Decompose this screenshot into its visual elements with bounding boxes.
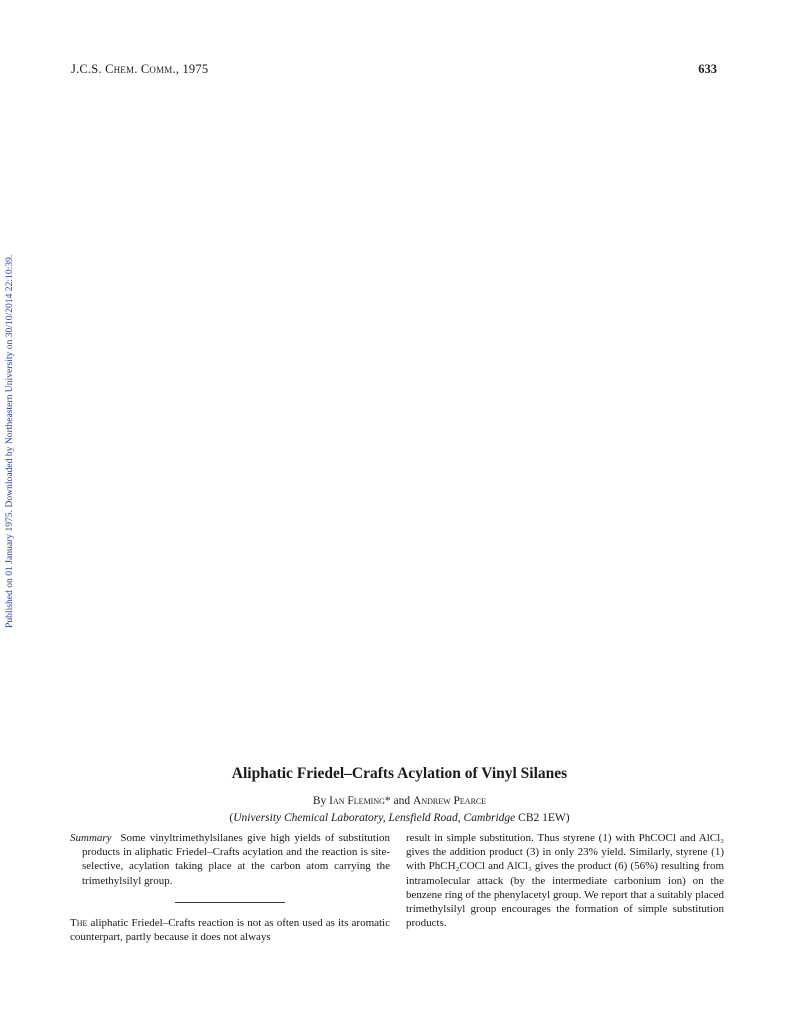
author-name: Andrew Pearce	[413, 795, 487, 807]
download-notice	[4, 212, 16, 628]
summary-label: Summary	[70, 832, 112, 844]
right-column	[406, 831, 724, 930]
section-divider	[175, 902, 285, 903]
intro-paragraph	[70, 916, 390, 944]
journal-name: Chem. Comm.	[105, 62, 176, 76]
download-notice-text[interactable]: Published on 01 January 1975. Downloaded by Northeastern University on 30/10/2014 22:10:39.	[4, 254, 15, 628]
byline-by: By	[312, 795, 327, 807]
affiliation	[0, 812, 799, 824]
author-name: Ian Fleming*	[329, 795, 391, 807]
body-paragraph: result in simple substitution. Thus styrene (1) with PhCOCl and AlCl₃ gives the addition product (3) in only 23% yield. Similarly, styrene (1) with PhCH₂COCl and AlCl₃ gives the product (6) (56%) resulting from intramolecular attack (by the intermediate carbonium ion) on the benzene ring of the phenylacetyl group. We report that a suitably placed trimethylsilyl group encourages the formation of simple substitution products.	[406, 832, 724, 930]
author-line	[0, 795, 799, 807]
running-head	[71, 62, 208, 77]
summary-paragraph	[70, 831, 390, 888]
article-title: Aliphatic Friedel–Crafts Acylation of Vinyl Silanes	[231, 765, 568, 782]
affiliation-open: (	[229, 812, 234, 824]
summary-text: Some vinyltrimethylsilanes give high yields of substitution products in aliphatic Friedel–Crafts acylation and the reaction is site-selective, acylation taking place at the carbon atom carrying the trimethylsilyl group.	[82, 832, 390, 887]
affiliation-institution: University Chemical Laboratory, Lensfield Road, Cambridge	[233, 812, 516, 824]
journal-year: , 1975	[175, 62, 209, 76]
byline-and: and	[393, 795, 411, 807]
affiliation-postcode: CB2 1EW)	[518, 812, 570, 824]
intro-text: aliphatic Friedel–Crafts reaction is not as often used as its aromatic counterpart, partly because it does not always	[70, 916, 390, 944]
journal-prefix: J.C.S.	[71, 62, 102, 76]
left-column	[70, 831, 390, 944]
intro-lead: The	[70, 916, 88, 929]
page-number: 633	[698, 62, 717, 76]
